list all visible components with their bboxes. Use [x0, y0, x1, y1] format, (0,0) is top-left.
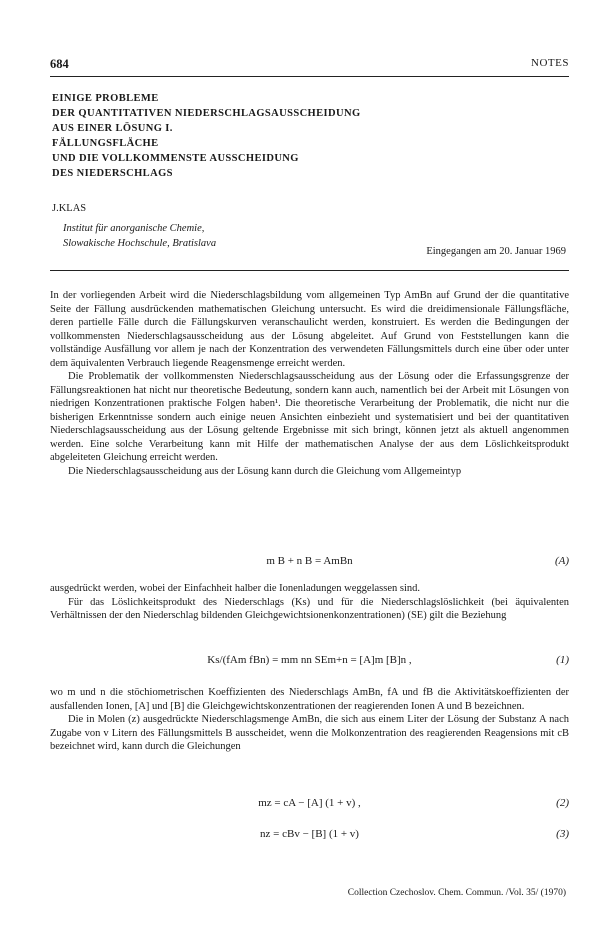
affiliation-line: Institut für anorganische Chemie,: [63, 223, 205, 234]
body-section-1: [50, 289, 569, 478]
received-date: Eingegangen am 20. Januar 1969: [426, 246, 566, 257]
title-line: UND DIE VOLLKOMMENSTE AUSSCHEIDUNG: [52, 153, 299, 164]
title-rule: [50, 270, 569, 271]
paragraph: wo m und n die stöchiometrischen Koeffizienten des Niederschlags AmBn, fA und fB die Aktivitätskoeffizienten der ausfallenden Ionen, [A] und [B] die Gleichgewichtskonzentrationen der reagierenden Ionen A und B bezeichnen.: [50, 687, 569, 712]
equation-text: nz = cBv − [B] (1 + v): [260, 828, 359, 840]
paragraph: Für das Löslichkeitsprodukt des Niederschlags (Ks) und für die Niederschlagslöslichkeit (bei äquivalenten Verhältnissen der den Niederschlag bildenden Gleichgewichtsionenkonzentrationen) (SE) gilt die Beziehung: [50, 596, 569, 621]
paragraph: ausgedrückt werden, wobei der Einfachheit halber die Ionenladungen weggelassen sind.: [50, 583, 420, 594]
equation-3: [50, 828, 569, 844]
affiliation: [63, 221, 216, 251]
equation-text: m B + n B = AmBn: [266, 555, 353, 567]
title-line: EINIGE PROBLEME: [52, 93, 159, 104]
equation-number: (1): [556, 654, 569, 666]
title-line: AUS EINER LÖSUNG I.: [52, 123, 173, 134]
paragraph: Die Problematik der vollkommensten Niederschlagsausscheidung aus der Lösung oder die Erfassungsgrenze der Fällungsreaktionen hat nicht nur theoretische Bedeutung, sondern kann auch, namentlich bei der Arbeit mit Lösungen von niedrigen Konzentrationen praktische Folgen haben¹. Die theoretische Verarbeitung der Problematik, die nicht nur die bisherigen Erkenntnisse sondern auch einige neuen Ansichten einbezieht und systematisiert und bei der quantitativen Niederschlagsausscheidung aus der Lösung geltende Ergebnisse mit sich bringt, können jetzt als aktuell angenommen werden. Eine solche Verarbeitung kann mit Hilfe der mathematischen Analyse der aus dem Löslichkeitsprodukt abgeleiteten Gleichung erreicht werden.: [50, 371, 569, 463]
body-section-3: [50, 686, 569, 754]
affiliation-line: Slowakische Hochschule, Bratislava: [63, 238, 217, 249]
equation-2: [50, 797, 569, 813]
equation-a: [50, 555, 569, 571]
paragraph-abstract: In der vorliegenden Arbeit wird die Niederschlagsbildung vom allgemeinen Typ AmBn auf Grund der die quantitative Seite der Fällung ausdrückenden mathematischen Gleichung untersucht. Es wird die dreidimensionale Fällungsfläche, deren partielle Fälle durch die Fällungskurven veranschaulicht werden, konstruiert. Es werden die Bedingungen der vollkommensten Niederschlagsausscheidung aus der Lösung abgeleitet. Auf Grund von Feststellungen kann die vollständige Ausfällung vor allem je nach der Konzentration des verwendeten Fällungsmittels durch eine über oder unter dem äquivalenten Verbrauch liegende Reagensmenge erreicht werden.: [50, 290, 569, 369]
article-title: [52, 91, 361, 181]
equation-text: mz = cA − [A] (1 + v) ,: [258, 797, 361, 809]
body-section-2: [50, 582, 569, 623]
journal-footer: Collection Czechoslov. Chem. Commun. /Vol. 35/ (1970): [347, 888, 566, 898]
author-name: J.KLAS: [52, 203, 87, 214]
equation-1: [50, 654, 569, 670]
equation-number: (2): [556, 797, 569, 809]
paragraph: Die Niederschlagsausscheidung aus der Lösung kann durch die Gleichung vom Allgemeintyp: [68, 465, 462, 477]
equation-text: Ks/(fAm fBn) = mm nn SEm+n = [A]m [B]n ,: [207, 654, 412, 666]
page-header: [50, 57, 569, 75]
title-line: DES NIEDERSCHLAGS: [52, 168, 173, 179]
equation-number: (A): [554, 555, 569, 567]
section-label: NOTES: [531, 57, 569, 69]
header-rule: [50, 76, 569, 77]
title-line: DER QUANTITATIVEN NIEDERSCHLAGSAUSSCHEIDUNG: [52, 108, 361, 119]
equation-number: (3): [556, 828, 569, 840]
paragraph: Die in Molen (z) ausgedrückte Niederschlagsmenge AmBn, die sich aus einem Liter der Lösung der Substanz A nach Zugabe von v Litern des Fällungsmittels B ausscheidet, wenn die Molkonzentration des reagierenden Reagensions mit cB bezeichnet wird, kann durch die Gleichungen: [50, 714, 569, 752]
title-line: FÄLLUNGSFLÄCHE: [52, 138, 159, 149]
page-number: 684: [50, 57, 69, 71]
